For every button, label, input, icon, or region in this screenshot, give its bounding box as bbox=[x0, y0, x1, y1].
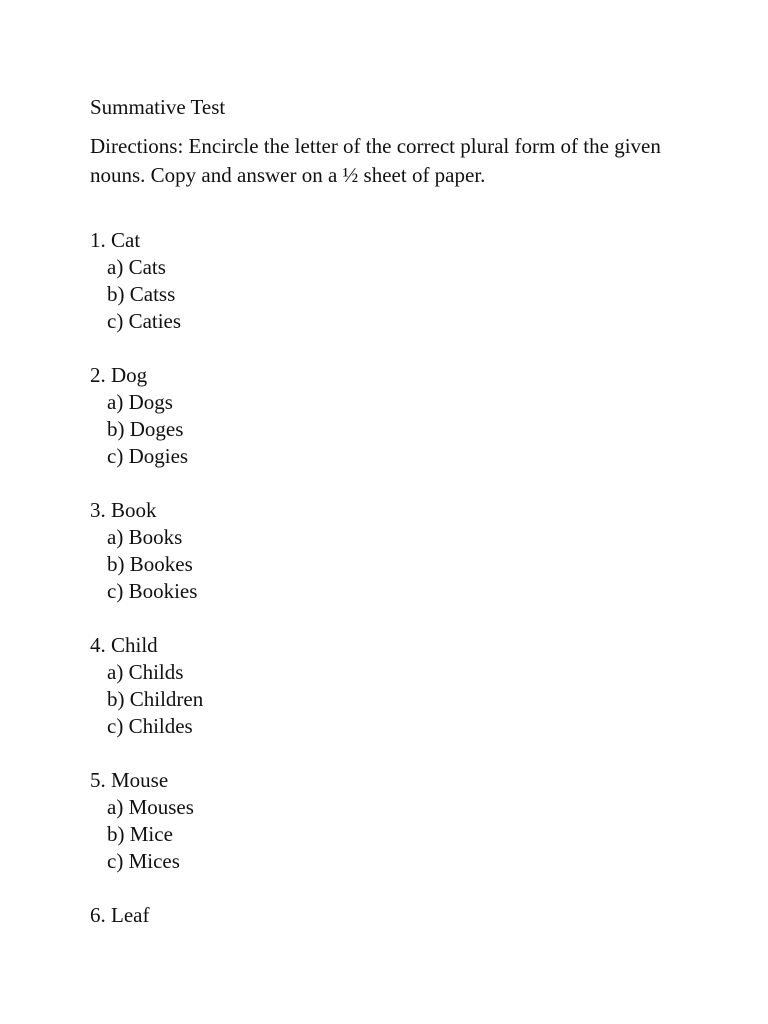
choice-c: c) Bookies bbox=[107, 579, 198, 603]
choice-list bbox=[90, 389, 690, 470]
choice-b: b) Mice bbox=[107, 822, 173, 846]
choice-a: a) Books bbox=[107, 525, 183, 549]
choice-c: c) Mices bbox=[107, 849, 180, 873]
question-stem: 4. Child bbox=[90, 633, 158, 657]
question-4 bbox=[90, 632, 690, 740]
question-5 bbox=[90, 767, 690, 875]
question-stem: 2. Dog bbox=[90, 363, 148, 387]
choice-a: a) Childs bbox=[107, 660, 184, 684]
question-1 bbox=[90, 227, 690, 335]
question-6 bbox=[90, 902, 690, 929]
choice-a: a) Dogs bbox=[107, 390, 173, 414]
question-3 bbox=[90, 497, 690, 605]
directions-text: Directions: Encircle the letter of the correct plural form of the given nouns. Copy and answer on a ½ sheet of paper. bbox=[90, 134, 661, 187]
choice-b: b) Children bbox=[107, 687, 204, 711]
choice-c: c) Dogies bbox=[107, 444, 189, 468]
page-title: Summative Test bbox=[90, 95, 226, 119]
choice-c: c) Caties bbox=[107, 309, 182, 333]
choice-list bbox=[90, 794, 690, 875]
choice-list bbox=[90, 524, 690, 605]
choice-b: b) Catss bbox=[107, 282, 176, 306]
choice-b: b) Bookes bbox=[107, 552, 193, 576]
choice-list bbox=[90, 659, 690, 740]
choice-list bbox=[90, 254, 690, 335]
choice-b: b) Doges bbox=[107, 417, 184, 441]
question-stem: 6. Leaf bbox=[90, 903, 150, 927]
question-stem: 1. Cat bbox=[90, 228, 141, 252]
question-2 bbox=[90, 362, 690, 470]
question-stem: 5. Mouse bbox=[90, 768, 169, 792]
choice-a: a) Mouses bbox=[107, 795, 194, 819]
choice-c: c) Childes bbox=[107, 714, 193, 738]
question-stem: 3. Book bbox=[90, 498, 157, 522]
question-list bbox=[90, 227, 690, 956]
choice-a: a) Cats bbox=[107, 255, 166, 279]
